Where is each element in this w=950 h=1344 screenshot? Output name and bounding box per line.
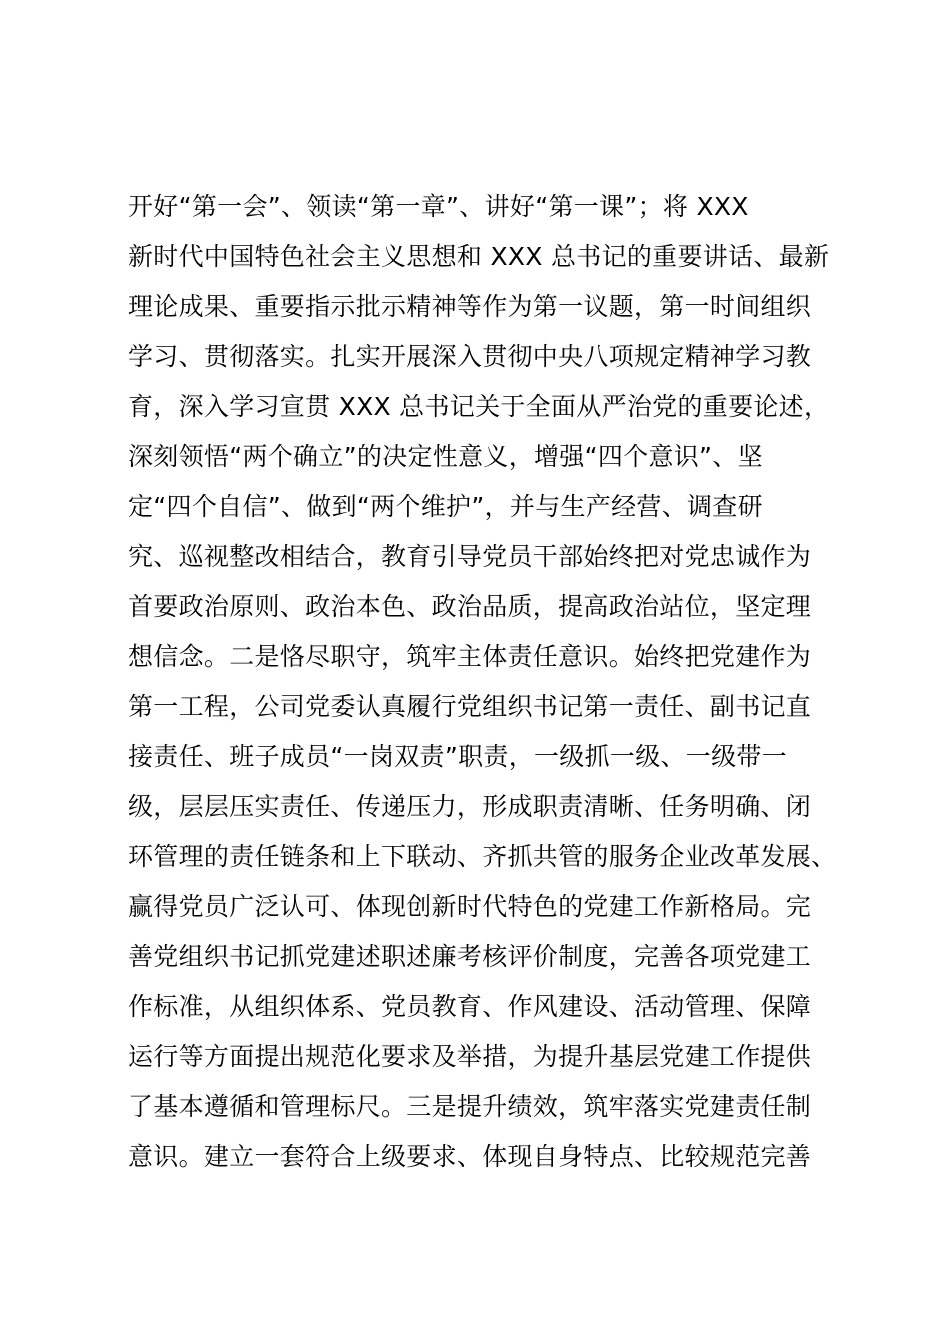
text-line: 作标准，从组织体系、党员教育、作风建设、活动管理、保障 (128, 992, 812, 1021)
text-line: 首要政治原则、政治本色、政治品质，提高政治站位，坚定理 (128, 592, 812, 621)
text-line: 定“四个自信”、做到“两个维护”，并与生产经营、调查研 (128, 492, 763, 521)
text-line: 新时代中国特色社会主义思想和 XXX 总书记的重要讲话、最新 (128, 242, 830, 271)
text-line: 善党组织书记抓党建述职述廉考核评价制度，完善各项党建工 (128, 942, 812, 971)
text-line: 学习、贯彻落实。扎实开展深入贯彻中央八项规定精神学习教 (128, 342, 812, 371)
text-line: 育，深入学习宣贯 XXX 总书记关于全面从严治党的重要论述， (128, 392, 830, 421)
text-line: 赢得党员广泛认可、体现创新时代特色的党建工作新格局。完 (128, 892, 812, 921)
text-line: 意识。建立一套符合上级要求、体现自身特点、比较规范完善 (128, 1142, 812, 1171)
body-paragraph (128, 182, 848, 1182)
text-line: 理论成果、重要指示批示精神等作为第一议题，第一时间组织 (128, 292, 812, 321)
text-line: 接责任、班子成员“一岗双责”职责，一级抓一级、一级带一 (128, 742, 788, 771)
text-line: 运行等方面提出规范化要求及举措，为提升基层党建工作提供 (128, 1042, 812, 1071)
text-line: 想信念。二是恪尽职守，筑牢主体责任意识。始终把党建作为 (128, 642, 812, 671)
text-line: 究、巡视整改相结合，教育引导党员干部始终把对党忠诚作为 (128, 542, 812, 571)
text-line: 级，层层压实责任、传递压力，形成职责清晰、任务明确、闭 (128, 792, 812, 821)
text-line: 了基本遵循和管理标尺。三是提升绩效，筑牢落实党建责任制 (128, 1092, 812, 1121)
text-line: 环管理的责任链条和上下联动、齐抓共管的服务企业改革发展、 (128, 842, 837, 871)
text-line: 开好“第一会”、领读“第一章”、讲好“第一课”；将 XXX (128, 192, 749, 221)
text-line: 深刻领悟“两个确立”的决定性意义，增强“四个意识”、坚 (128, 442, 763, 471)
text-line: 第一工程，公司党委认真履行党组织书记第一责任、副书记直 (128, 692, 812, 721)
